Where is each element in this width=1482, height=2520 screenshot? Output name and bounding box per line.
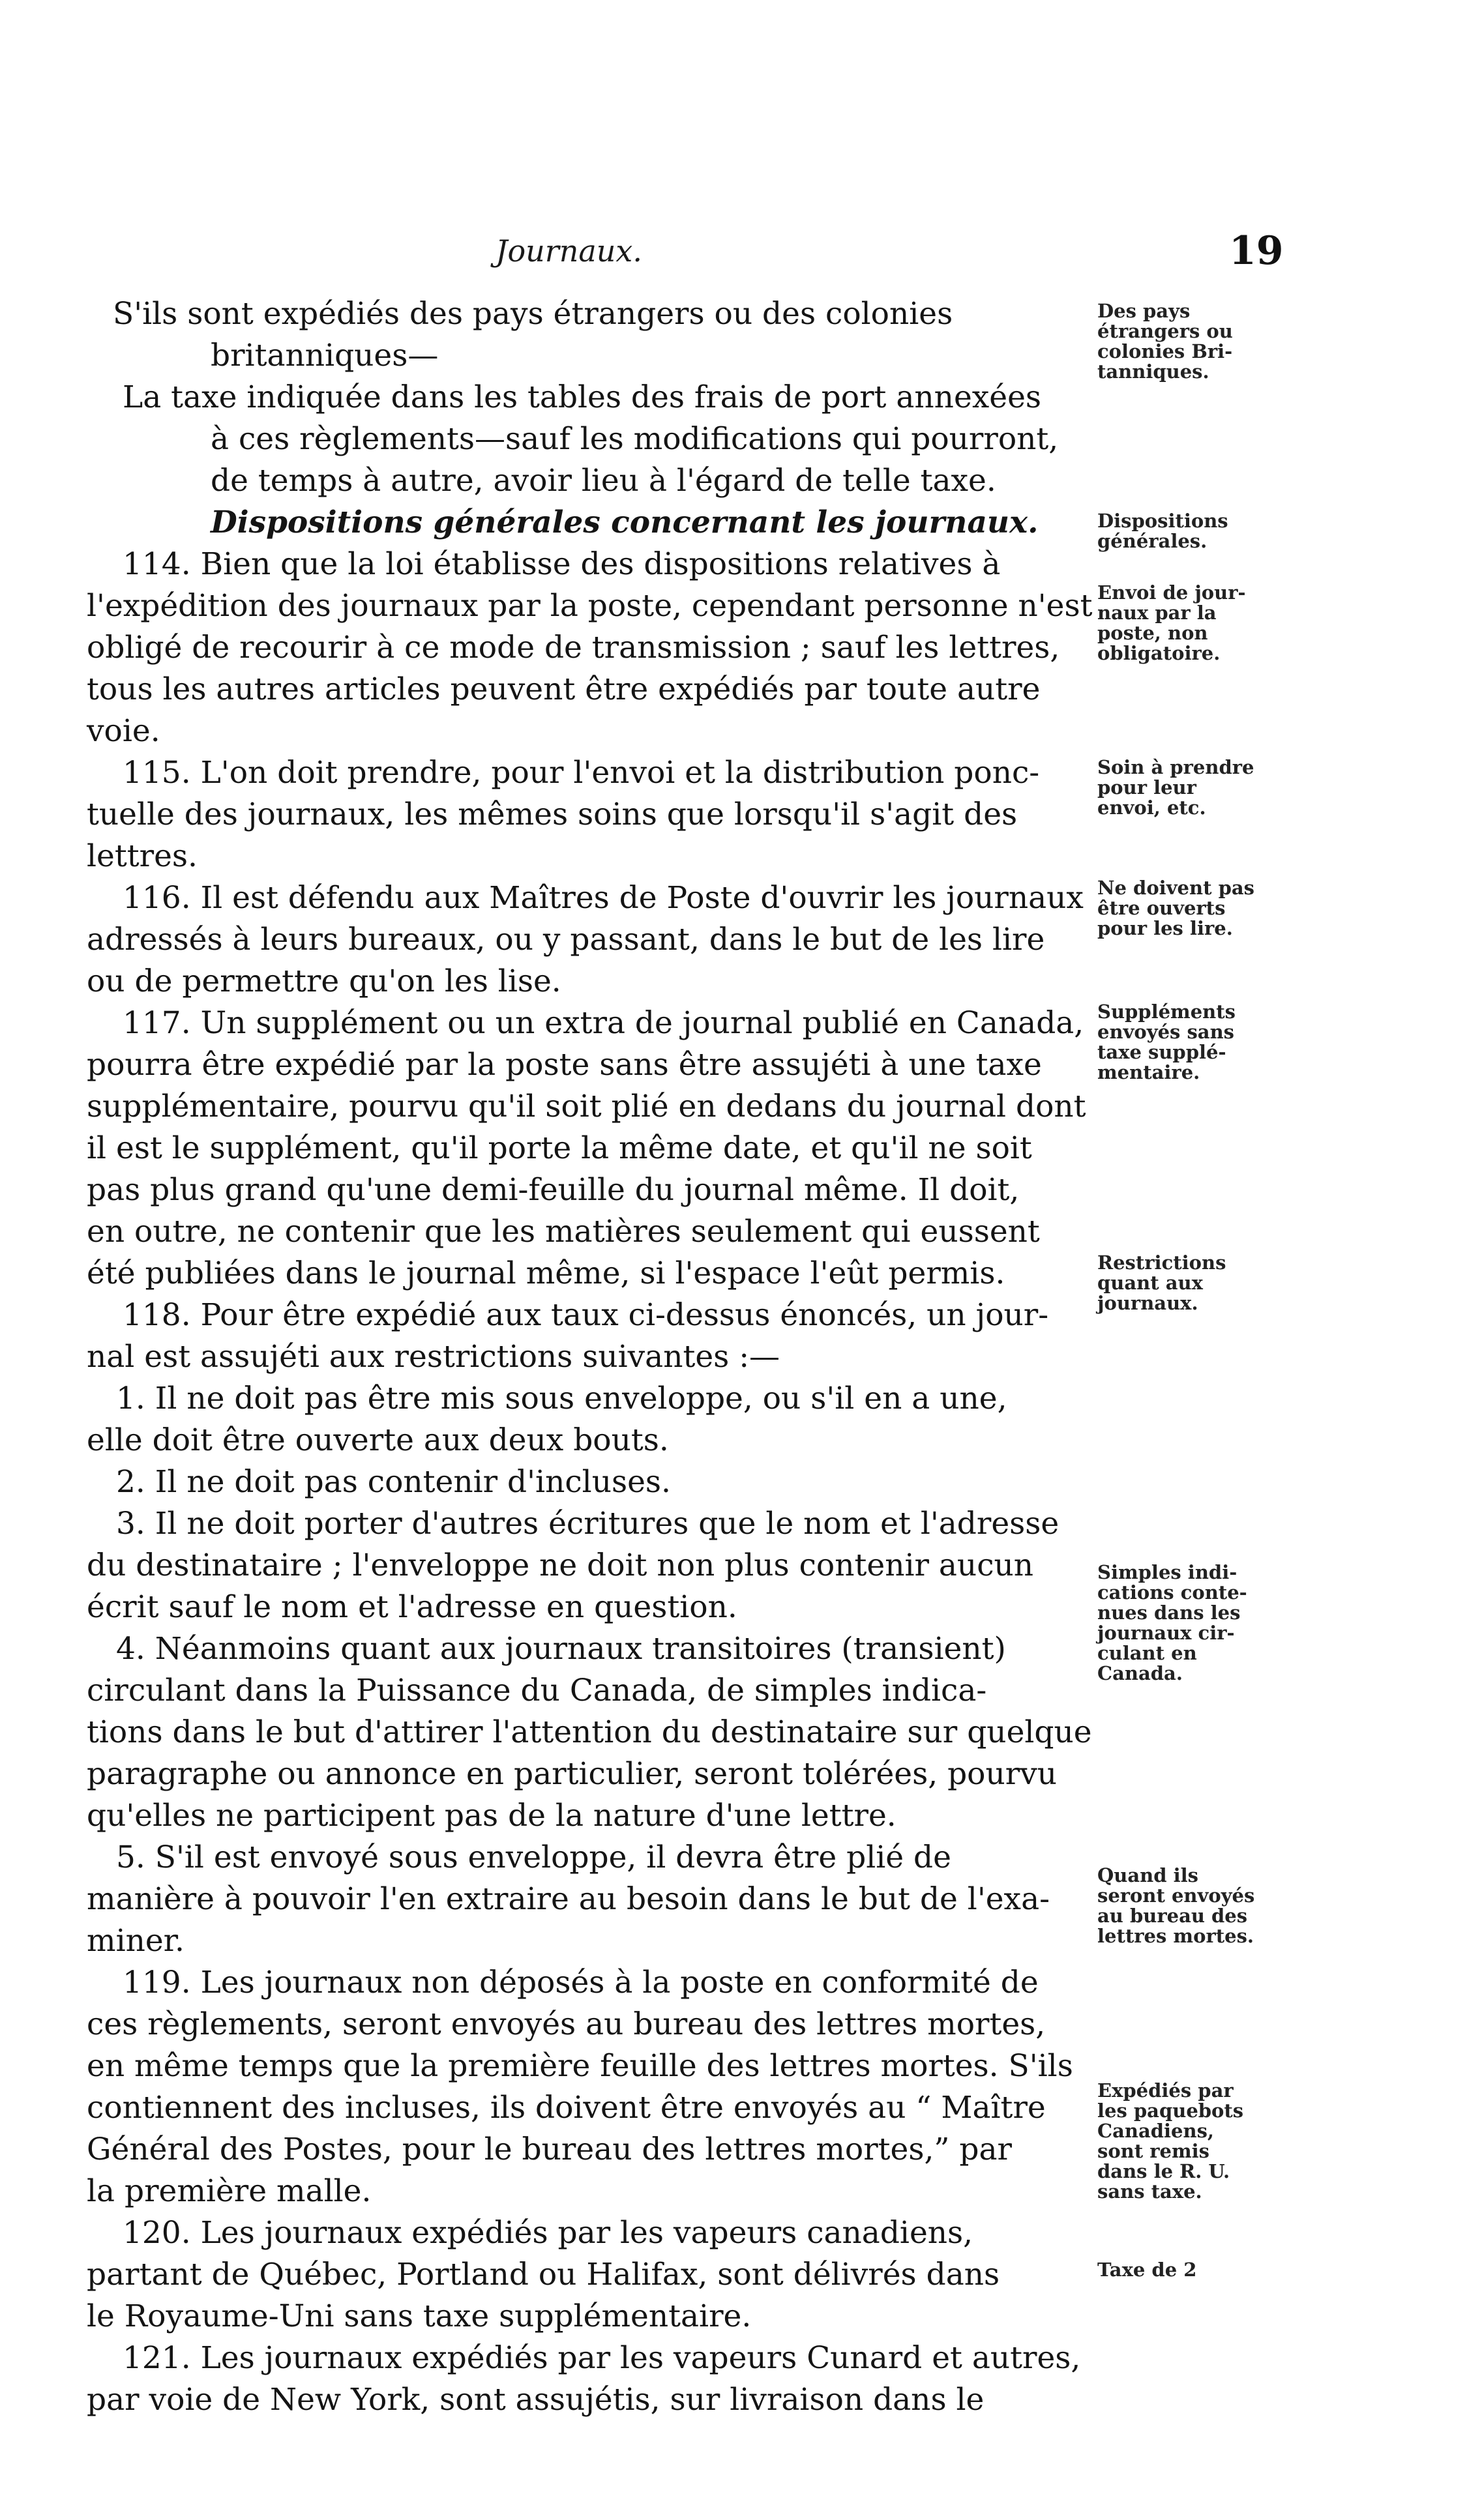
margin-note-line: Expédiés par (1097, 2079, 1234, 2102)
margin-note (1097, 757, 1254, 818)
margin-note-line: journaux. (1097, 1292, 1198, 1314)
text-line: 117. Un supplément ou un extra de journal publié en Canada, (123, 1005, 1084, 1041)
text-line: 119. Les journaux non déposés à la poste en conformité de (123, 1965, 1039, 2000)
margin-note-line: culant en (1097, 1642, 1197, 1664)
text-line: pourra être expédié par la poste sans être assujéti à une taxe (87, 1047, 1042, 1083)
text-line: du destinataire ; l'enveloppe ne doit non plus contenir aucun (87, 1547, 1034, 1583)
text-line: partant de Québec, Portland ou Halifax, sont délivrés dans (87, 2257, 1000, 2293)
text-line: 118. Pour être expédié aux taux ci-dessus énoncés, un jour- (123, 1297, 1049, 1333)
margin-note-line: Canada. (1097, 1662, 1183, 1684)
text-line: le Royaume-Uni sans taxe supplémentaire. (87, 2298, 752, 2334)
margin-note-line: Simples indi- (1097, 1561, 1237, 1583)
margin-note-line: envoi, etc. (1097, 797, 1206, 819)
main-text-column (87, 293, 1091, 2421)
text-line: manière à pouvoir l'en extraire au besoin dans le but de l'exa- (87, 1881, 1050, 1917)
text-line: la première malle. (87, 2173, 372, 2209)
margin-note-line: seront envoyés (1097, 1884, 1255, 1907)
margin-note (1097, 511, 1228, 551)
text-line: contiennent des incluses, ils doivent être envoyés au “ Maître (87, 2090, 1046, 2126)
margin-note (1097, 1253, 1226, 1313)
margin-note-line: au bureau des (1097, 1905, 1248, 1927)
text-line: qu'elles ne participent pas de la nature d'une lettre. (87, 1798, 897, 1834)
text-line: adressés à leurs bureaux, ou y passant, dans le but de les lire (87, 922, 1045, 958)
text-line: tous les autres articles peuvent être expédiés par toute autre (87, 671, 1041, 707)
margin-note-line: sont remis (1097, 2140, 1210, 2162)
margin-note (1097, 1866, 1254, 1946)
margin-note-line: Taxe de 2 (1097, 2259, 1197, 2281)
text-line: paragraphe ou annonce en particulier, seront tolérées, pourvu (87, 1756, 1058, 1792)
text-line: lettres. (87, 838, 198, 874)
margin-note-line: générales. (1097, 530, 1208, 552)
margin-note-line: envoyés sans (1097, 1021, 1234, 1043)
text-line: 2. Il ne doit pas contenir d'incluses. (116, 1464, 671, 1500)
margin-note-line: nues dans les (1097, 1602, 1241, 1624)
margin-note (1097, 878, 1254, 939)
text-line: 3. Il ne doit porter d'autres écritures que le nom et l'adresse (116, 1506, 1060, 1542)
margin-note-line: obligatoire. (1097, 642, 1221, 664)
margin-note-line: Quand ils (1097, 1864, 1198, 1886)
margin-note-line: tanniques. (1097, 360, 1209, 383)
text-line: miner. (87, 1923, 185, 1959)
text-line: britanniques— (211, 338, 439, 374)
text-line: 1. Il ne doit pas être mis sous enveloppe, ou s'il en a une, (116, 1381, 1007, 1416)
text-line: ces règlements, seront envoyés au bureau des lettres mortes, (87, 2006, 1046, 2042)
margin-note-line: lettres mortes. (1097, 1925, 1254, 1947)
text-line: La taxe indiquée dans les tables des frais de port annexées (123, 379, 1042, 415)
margin-note (1097, 2081, 1243, 2202)
margin-note-line: Suppléments (1097, 1001, 1236, 1023)
text-line: été publiées dans le journal même, si l'espace l'eût permis. (87, 1255, 1005, 1291)
margin-note-line: Envoi de jour- (1097, 581, 1246, 604)
text-line: circulant dans la Puissance du Canada, de simples indica- (87, 1673, 987, 1708)
margin-note-line: quant aux (1097, 1272, 1203, 1294)
text-line: pas plus grand qu'une demi-feuille du journal même. Il doit, (87, 1172, 1020, 1208)
text-line: à ces règlements—sauf les modifications qui pourront, (211, 421, 1059, 457)
text-line: de temps à autre, avoir lieu à l'égard de telle taxe. (211, 463, 996, 499)
margin-note-line: colonies Bri- (1097, 340, 1233, 362)
margin-note-line: poste, non (1097, 622, 1208, 644)
text-line: elle doit être ouverte aux deux bouts. (87, 1422, 669, 1458)
text-line: tions dans le but d'attirer l'attention du destinataire sur quelque (87, 1714, 1092, 1750)
text-line: 4. Néanmoins quant aux journaux transitoires (transient) (116, 1631, 1006, 1667)
margin-note-line: pour leur (1097, 776, 1196, 798)
text-line: 5. S'il est envoyé sous enveloppe, il devra être plié de (116, 1839, 951, 1875)
text-line: écrit sauf le nom et l'adresse en question. (87, 1589, 737, 1625)
margin-note (1097, 301, 1233, 382)
text-line: 115. L'on doit prendre, pour l'envoi et la distribution ponc- (123, 755, 1040, 791)
margin-note (1097, 1562, 1247, 1684)
text-line: voie. (87, 713, 160, 749)
margin-note (1097, 1002, 1236, 1083)
margin-note-line: Restrictions (1097, 1252, 1226, 1274)
margin-note-line: naux par la (1097, 602, 1217, 624)
margin-note-line: mentaire. (1097, 1061, 1200, 1083)
margin-note-line: pour les lire. (1097, 917, 1233, 939)
text-line: S'ils sont expédiés des pays étrangers ou des colonies (113, 296, 953, 332)
text-line: Général des Postes, pour le bureau des lettres mortes,” par (87, 2132, 1012, 2167)
margin-note-line: Dispositions (1097, 510, 1228, 532)
text-line: nal est assujéti aux restrictions suivantes :— (87, 1339, 780, 1375)
margin-note-line: taxe supplé- (1097, 1041, 1226, 1063)
section-heading: Dispositions générales concernant les journaux. (211, 505, 1039, 540)
margin-note-line: Soin à prendre (1097, 756, 1254, 778)
margin-note-line: sans taxe. (1097, 2180, 1202, 2203)
text-line: obligé de recourir à ce mode de transmission ; sauf les lettres, (87, 630, 1060, 666)
margin-note (1097, 2260, 1196, 2280)
text-line: en outre, ne contenir que les matières seulement qui eussent (87, 1214, 1040, 1250)
text-line: ou de permettre qu'on les lise. (87, 963, 561, 999)
margin-note (1097, 583, 1246, 664)
text-line: 116. Il est défendu aux Maîtres de Poste d'ouvrir les journaux (123, 880, 1084, 916)
margin-note-line: dans le R. U. (1097, 2160, 1230, 2182)
margin-note-line: Ne doivent pas (1097, 877, 1254, 899)
text-line: 114. Bien que la loi établisse des dispositions relatives à (123, 546, 1001, 582)
margin-note-line: être ouverts (1097, 897, 1226, 919)
margin-note-line: Canadiens, (1097, 2120, 1214, 2142)
text-line: en même temps que la première feuille des lettres mortes. S'ils (87, 2048, 1073, 2084)
text-line: par voie de New York, sont assujétis, sur livraison dans le (87, 2382, 985, 2418)
text-line: tuelle des journaux, les mêmes soins que lorsqu'il s'agit des (87, 797, 1018, 832)
text-line: l'expédition des journaux par la poste, cependant personne n'est (87, 588, 1093, 624)
margin-note-line: étrangers ou (1097, 320, 1233, 342)
margin-note-line: journaux cir- (1097, 1622, 1235, 1644)
text-line: il est le supplément, qu'il porte la même date, et qu'il ne soit (87, 1130, 1032, 1166)
margin-note-line: Des pays (1097, 300, 1191, 322)
text-line: 120. Les journaux expédiés par les vapeurs canadiens, (123, 2215, 973, 2251)
text-line: 121. Les journaux expédiés par les vapeurs Cunard et autres, (123, 2340, 1081, 2376)
running-header-title: Journaux. (496, 233, 642, 269)
page-number: 19 (1229, 228, 1284, 274)
margin-note-line: les paquebots (1097, 2100, 1244, 2122)
margin-note-line: cations conte- (1097, 1581, 1247, 1604)
text-line: supplémentaire, pourvu qu'il soit plié en dedans du journal dont (87, 1089, 1086, 1124)
